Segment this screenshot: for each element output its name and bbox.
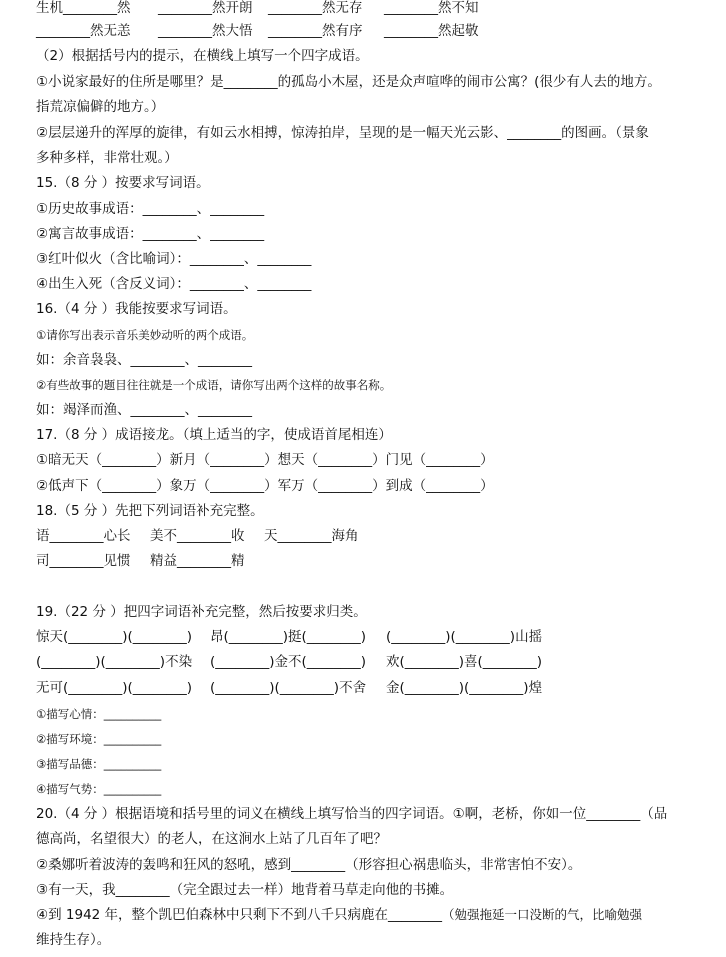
q15-item-4: ④出生入死（含反义词）：________、________ [36, 276, 312, 292]
q20-line-2: 德高尚，名望很大）的老人，在这涧水上站了几百年了吧？ [36, 831, 387, 847]
q20-line-4: ③有一天，我________（完全跟过去一样）地背着马草走向他的书摊。 [36, 882, 454, 898]
q17-row-1: ①暗无天（________）新月（________）想天（________）门见（________） [36, 452, 494, 468]
q18-word-2: 美不________收 [150, 528, 245, 544]
q19-idiom-3: (________)(________)山摇 [386, 629, 543, 645]
q19-idiom-1: 惊天(________)(________) [36, 629, 193, 645]
q19-heading: 19.（22 分 ）把四字词语补充完整，然后按要求归类。 [36, 604, 367, 620]
q19-idiom-9: 金(________)(________)煌 [386, 680, 543, 696]
fill-blank-top-7: ________然有序 [268, 23, 363, 39]
q19-category-2: ②描写环境：__________ [36, 732, 162, 746]
q15-heading: 15.（8 分 ）按要求写词语。 [36, 175, 210, 191]
fill-blank-top-8: ________然起敬 [384, 23, 479, 39]
fill-blank-top-2: ________然开朗 [158, 0, 253, 16]
q18-word-1: 语________心长 [36, 528, 131, 544]
q19-idiom-6: 欢(________)喜(________) [386, 654, 543, 670]
q14-item1-line2: 指荒凉偏僻的地方。） [36, 99, 165, 115]
q17-row-2: ②低声下（________）象万（________）军万（________）到成（________） [36, 478, 494, 494]
fill-blank-top-4: ________然不知 [384, 0, 479, 16]
q14-item2-line1: ②层层递升的浑厚的旋律，有如云水相搏，惊涛拍岸，呈现的是一幅天光云影、________的图画。（景象 [36, 125, 649, 141]
q19-category-3: ③描写品德：__________ [36, 757, 162, 771]
q19-idiom-8: (________)(________)不舍 [210, 680, 367, 696]
q20-line-5-main: ④到 1942 年，整个凯巴伯森林中只剩下不到八千只病鹿在________ [36, 907, 443, 923]
q19-idiom-7: 无可(________)(________) [36, 680, 193, 696]
q20-line-5-note: （勉强拖延一口没断的气，比喻勉强 [442, 907, 643, 922]
q18-word-4: 司________见惯 [36, 553, 131, 569]
fill-blank-top-6: ________然大悟 [158, 23, 253, 39]
q16-heading: 16.（4 分 ）我能按要求写词语。 [36, 301, 237, 317]
q19-idiom-4: (________)(________)不染 [36, 654, 193, 670]
q18-word-5: 精益________精 [150, 553, 245, 569]
q14-item1-line1: ①小说家最好的住所是哪里？是________的孤岛小木屋，还是众声喧哗的闹市公寓？(很少有人去的地方。 [36, 74, 661, 90]
q20-line-6: 维持生存）。 [36, 932, 111, 948]
q16-item-2: ②有些故事的题目往往就是一个成语，请你写出两个这样的故事名称。 [36, 378, 392, 392]
q20-line-1: 20.（4 分 ）根据语境和括号里的词义在横线上填写恰当的四字词语。①啊，老桥，你如一位________（品 [36, 806, 668, 822]
q14-item2-line2: 多种多样，非常壮观。） [36, 150, 178, 166]
q16-example-1: 如：余音袅袅、________、________ [36, 352, 252, 368]
q20-line-3: ②桑娜听着波涛的轰鸣和狂风的怒吼，感到________（形容担心祸患临头，非常害怕不安）。 [36, 857, 582, 873]
q19-idiom-5: (________)金不(________) [210, 654, 367, 670]
q17-heading: 17.（8 分 ）成语接龙。（填上适当的字，使成语首尾相连） [36, 427, 392, 443]
q15-item-2: ②寓言故事成语：________、________ [36, 226, 265, 242]
q16-example-2: 如：竭泽而渔、________、________ [36, 402, 252, 418]
fill-blank-top-3: ________然无存 [268, 0, 363, 16]
q19-category-4: ④描写气势：__________ [36, 782, 162, 796]
q16-item-1: ①请你写出表示音乐美妙动听的两个成语。 [36, 328, 254, 342]
q18-word-3: 天________海角 [264, 528, 359, 544]
q14-part2-head: （2）根据括号内的提示，在横线上填写一个四字成语。 [36, 48, 369, 64]
q15-item-3: ③红叶似火（含比喻词）：________、________ [36, 251, 312, 267]
q19-category-1: ①描写心情：__________ [36, 707, 162, 721]
q20-line-5 [36, 906, 642, 924]
fill-blank-top-5: ________然无恙 [36, 23, 131, 39]
q15-item-1: ①历史故事成语：________、________ [36, 201, 265, 217]
q18-heading: 18.（5 分 ）先把下列词语补充完整。 [36, 503, 264, 519]
q19-idiom-2: 昂(________)挺(________) [210, 629, 367, 645]
fill-blank-top-1: 生机________然 [36, 0, 131, 16]
